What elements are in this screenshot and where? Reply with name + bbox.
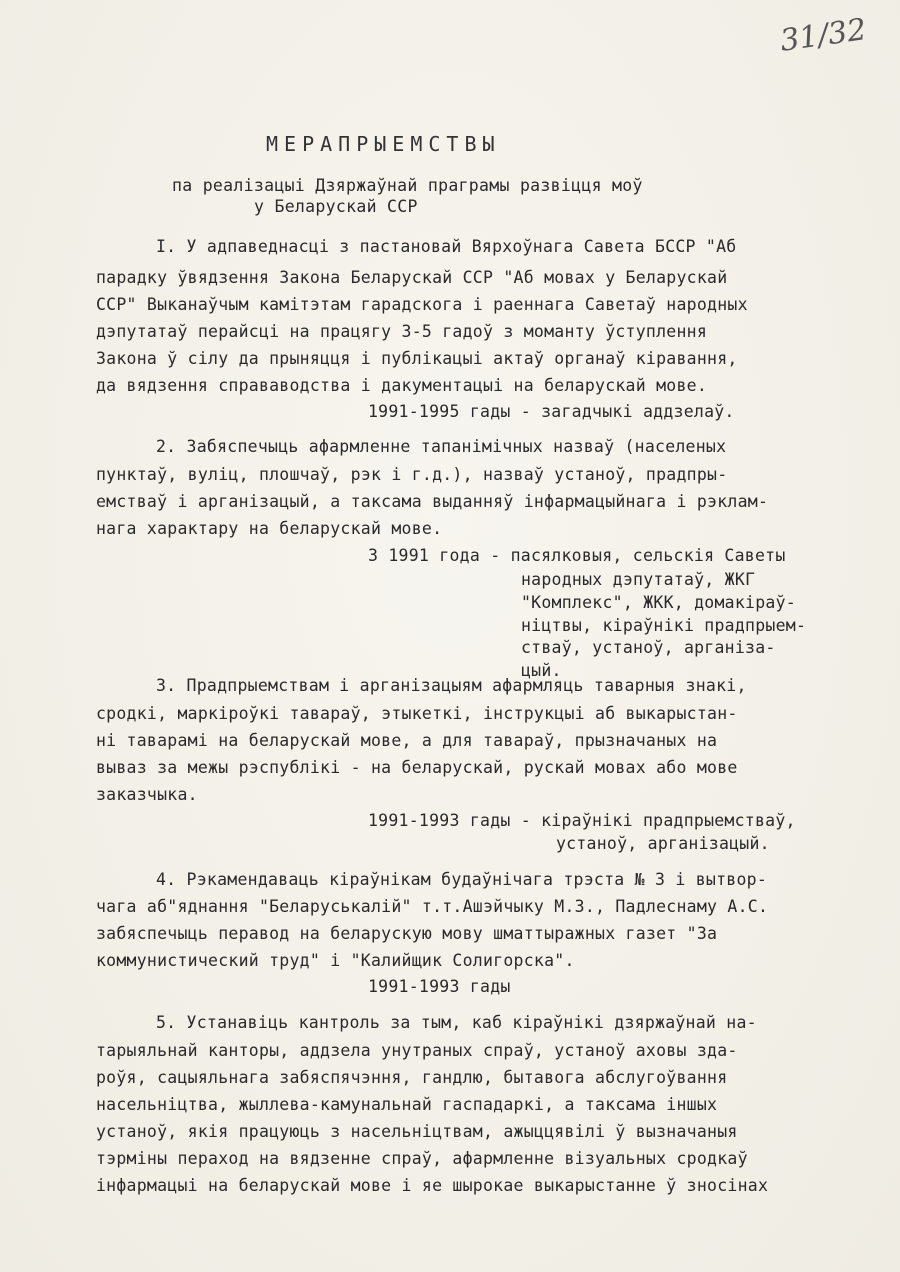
item-1-line: I. У адпаведнасці з пастановай Вярхоўнага Савета БССР "Аб — [156, 237, 737, 256]
document-title: МЕРАПРЫЕМСТВЫ — [266, 132, 501, 156]
item-2-responsible: ніцтвы, кіраўнікі прадпрыем- — [521, 616, 807, 635]
item-4-line: забяспечыць перавод на беларускую мову шматтыражных газет "За — [96, 924, 718, 943]
item-3-line: ні таварамі на беларускай мове, а для тавараў, прызначаных на — [96, 731, 718, 750]
item-5-line: насельніцтва, жыллева-камунальнай гаспадаркі, а таксама іншых — [96, 1095, 718, 1114]
item-3-line: заказчыка. — [96, 785, 198, 804]
archive-page-number: 31/32 — [777, 12, 869, 59]
item-1-line: парадку ўвядзення Закона Беларускай ССР "Аб мовах у Беларускай — [96, 268, 728, 287]
item-1-line: дэпутатаў перайсці на працягу 3-5 гадоў з моманту ўступлення — [96, 322, 708, 341]
item-1-line: ССР" Выканаўчым камітэтам гарадскога і раеннага Саветаў народных — [96, 295, 748, 314]
item-3-line: вываз за межы рэспублікі - на беларускай, рускай мовах або мове — [96, 758, 738, 777]
item-5-line: устаноў, якія працуюць з насельніцтвам, ажыццявілі ў вызначаныя — [96, 1122, 738, 1141]
item-5-line: інфармацыі на беларускай мове і яе шырокае выкарыстанне ў зносінах — [96, 1176, 769, 1195]
item-3-line: 3. Прадпрыемствам і арганізацыям афармляць таварныя знакі, — [156, 676, 747, 695]
subtitle-line: па реалізацыі Дзяржаўнай праграмы развіцця моў — [172, 176, 643, 195]
item-1-responsible: 1991-1995 гады - загадчыкі аддзелаў. — [368, 402, 735, 421]
item-4-line: коммунистический труд" і "Калийщик Солигорска". — [96, 951, 575, 970]
item-4-responsible: 1991-1993 гады — [368, 977, 511, 996]
item-2-responsible: народных дэпутатаў, ЖКГ — [521, 570, 756, 589]
item-2-responsible: "Комплекс", ЖКК, домакіраў- — [521, 593, 796, 612]
item-2-responsible: цый. — [521, 661, 562, 680]
item-2-line: нага характару на беларускай мове. — [96, 519, 443, 538]
item-4-line: 4. Рэкамендаваць кіраўнікам будаўнічага трэста № 3 і вытвор- — [156, 870, 768, 889]
item-2-line: 2. Забяспечыць афармленне тапанімічных назваў (населеных — [156, 437, 727, 456]
item-5-line: 5. Устанавіць кантроль за тым, каб кіраўнікі дзяржаўнай на- — [156, 1013, 757, 1032]
item-2-line: пунктаў, вуліц, плошчаў, рэк і г.д.), назваў устаноў, прадпры- — [96, 465, 728, 484]
item-2-responsible: З 1991 года - пасялковыя, сельскія Саветы — [368, 546, 786, 565]
item-2-responsible: стваў, устаноў, арганіза- — [521, 638, 776, 657]
item-4-line: чага аб"яднання "Беларуськалій" т.т.Ашэйчыку М.З., Падлеснаму А.С. — [96, 897, 769, 916]
item-1-line: да вядзення справаводства і дакументацыі на беларускай мове. — [96, 376, 708, 395]
item-3-responsible: 1991-1993 гады - кіраўнікі прадпрыемстваў, — [368, 811, 796, 830]
item-5-line: тарыяльнай канторы, аддзела унутраных спраў, устаноў аховы зда- — [96, 1041, 738, 1060]
item-2-line: емстваў і арганізацый, а таксама выданняў інфармацыйнага і рэклам- — [96, 492, 769, 511]
subtitle-line: у Беларускай ССР — [254, 197, 418, 216]
item-1-line: Закона ў сілу да прыняцця і публікацыі актаў органаў кіравання, — [96, 349, 738, 368]
item-5-line: тэрміны пераход на вядзенне спраў, афармленне візуальных сродкаў — [96, 1149, 748, 1168]
item-5-line: роўя, сацыяльнага забяспячэння, гандлю, бытавога абслугоўвання — [96, 1068, 728, 1087]
item-3-responsible: устаноў, арганізацый. — [556, 834, 770, 853]
item-3-line: сродкі, маркіроўкі тавараў, этыкеткі, інструкцыі аб выкарыстан- — [96, 704, 738, 723]
